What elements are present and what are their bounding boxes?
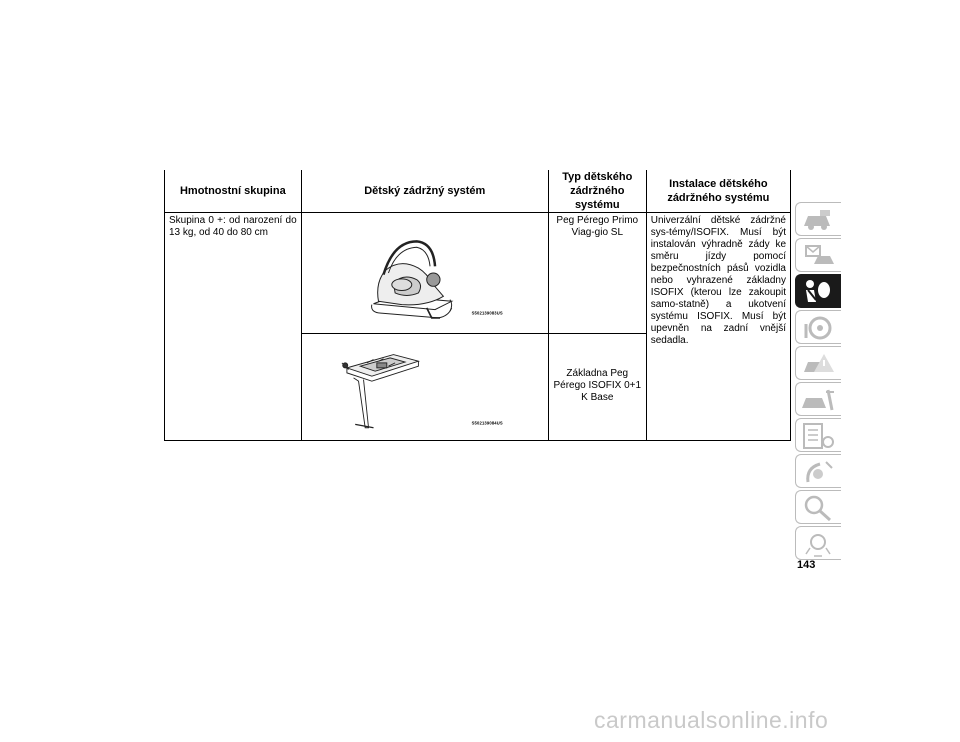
- infant-carrier-image-code: S502139083US: [471, 310, 503, 316]
- specifications-list-icon: [800, 422, 836, 450]
- tab-getting-to-know[interactable]: [795, 238, 841, 272]
- weight-group-cell: Skupina 0 +: od narození do 13 kg, od 40 do 80 cm: [165, 213, 302, 441]
- table-row: [165, 213, 791, 334]
- restraint-type-cell: Základna Peg Pérego ISOFIX 0+1 K Base: [548, 334, 646, 441]
- car-dashboard-icon: [800, 206, 836, 234]
- tab-index[interactable]: [795, 490, 841, 524]
- tab-safety[interactable]: [795, 274, 841, 308]
- car-warning-icon: [800, 350, 836, 378]
- infant-carrier-illustration: [302, 213, 548, 333]
- car-mail-icon: [800, 242, 836, 270]
- watermark: carmanualsonline.info: [594, 707, 829, 733]
- isofix-base-image-code: S502139084US: [471, 420, 503, 426]
- header-child-restraint: Dětský zádržný systém: [301, 170, 548, 213]
- infant-carrier-image-cell: [301, 213, 548, 334]
- restraint-type-cell: Peg Pérego Primo Viag-gio SL: [548, 213, 646, 334]
- tab-specifications[interactable]: [795, 418, 841, 452]
- tab-servicing[interactable]: [795, 382, 841, 416]
- header-restraint-type: Typ dětského zádržného systému: [548, 170, 646, 213]
- header-weight-group: Hmotnostní skupina: [165, 170, 302, 213]
- tab-languages[interactable]: [795, 526, 841, 560]
- magnifier-icon: [800, 494, 836, 522]
- isofix-base-image-cell: [301, 334, 548, 441]
- tab-vehicle-overview[interactable]: [795, 202, 841, 236]
- page-number: 143: [797, 559, 816, 571]
- tab-starting-operating[interactable]: [795, 310, 841, 344]
- chapter-tabs: [795, 202, 841, 562]
- tab-emergency[interactable]: [795, 346, 841, 380]
- child-seat-table: [164, 170, 791, 441]
- language-index-icon: [800, 530, 836, 558]
- tab-multimedia[interactable]: [795, 454, 841, 488]
- car-tools-icon: [800, 386, 836, 414]
- isofix-base-illustration: [302, 334, 548, 440]
- installation-cell: Univerzální dětské zádržné sys-témy/ISOFIX. Musí být instalován výhradně zády ke směru jízdy pomocí bezpečnostních pásů vozidla nebo vyhrazené základny ISOFIX (kterou lze zakoupit samo-statně) a ukotvení systému ISOFIX. Musí být upevněn na zadní vnější sedadla.: [646, 213, 790, 441]
- steering-wheel-icon: [800, 314, 836, 342]
- header-restraint-installation: Instalace dětského zádržného systému: [646, 170, 790, 213]
- airbag-seatbelt-icon: [800, 278, 836, 306]
- table-header-row: [165, 170, 791, 213]
- multimedia-icon: [800, 458, 836, 486]
